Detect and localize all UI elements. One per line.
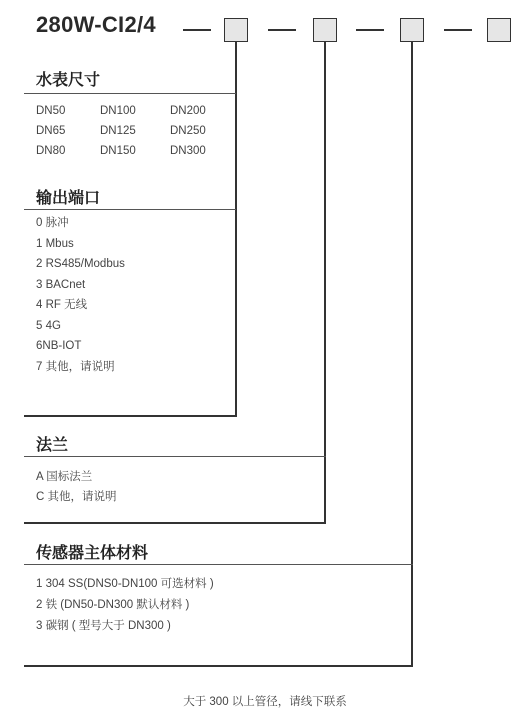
size-option: DN80 — [36, 145, 66, 157]
model-code: 280W-CI2/4 — [36, 12, 156, 37]
dash-separator — [183, 29, 211, 31]
section-divider — [24, 456, 326, 457]
sensor-material-list — [36, 577, 214, 633]
footer-note: 大于 300 以上管径，请线下联系 — [183, 696, 347, 708]
section-title-sensor-material: 传感器主体材料 — [36, 545, 149, 562]
meter-size-grid — [36, 104, 230, 158]
list-item: 2 RS485/Modbus — [36, 258, 125, 270]
connector-line-flange — [324, 42, 326, 524]
list-item: 2 铁 (DN50-DN300 默认材料 ) — [36, 599, 190, 611]
code-box-output-port[interactable] — [313, 18, 337, 42]
size-option: DN50 — [36, 105, 66, 117]
list-item: 1 Mbus — [36, 237, 74, 250]
output-port-list — [36, 216, 125, 374]
size-option: DN150 — [100, 145, 136, 157]
size-option: DN65 — [36, 125, 66, 137]
list-item: 1 304 SS(DNS0-DN100 可选材料 ) — [36, 578, 214, 590]
list-item: 5 4G — [36, 319, 61, 332]
list-item: 6NB-IOT — [36, 340, 82, 352]
list-item: 3 碳钢 ( 型号大于 DN300 ) — [36, 620, 171, 632]
section-title-flange: 法兰 — [36, 437, 69, 454]
dash-separator — [444, 29, 472, 31]
flange-list — [36, 470, 117, 504]
bracket-bottom-sensor-material — [24, 665, 413, 667]
size-option: DN200 — [170, 105, 206, 117]
section-divider — [24, 209, 236, 210]
section-title-meter-size: 水表尺寸 — [36, 72, 101, 89]
section-divider — [24, 564, 413, 565]
list-item: A 国标法兰 — [36, 471, 93, 483]
dash-separator — [268, 29, 296, 31]
code-box-flange[interactable] — [400, 18, 424, 42]
bracket-bottom-flange — [24, 522, 326, 524]
list-item: C 其他，请说明 — [36, 491, 117, 503]
size-option: DN100 — [100, 105, 136, 117]
list-item: 4 RF 无线 — [36, 299, 88, 311]
size-option: DN125 — [100, 125, 136, 137]
bracket-bottom-output-port — [24, 415, 237, 417]
list-item: 0 脉冲 — [36, 217, 69, 229]
section-title-output-port: 输出端口 — [36, 190, 101, 207]
connector-line-sensor-material — [411, 42, 413, 667]
code-box-meter-size[interactable] — [224, 18, 248, 42]
connector-line-output-port — [235, 42, 237, 417]
list-item: 7 其他，请说明 — [36, 360, 115, 373]
code-box-sensor-material[interactable] — [487, 18, 511, 42]
size-option: DN300 — [170, 145, 206, 157]
size-option: DN250 — [170, 125, 206, 137]
dash-separator — [356, 29, 384, 31]
list-item: 3 BACnet — [36, 278, 86, 291]
section-divider — [24, 93, 236, 94]
